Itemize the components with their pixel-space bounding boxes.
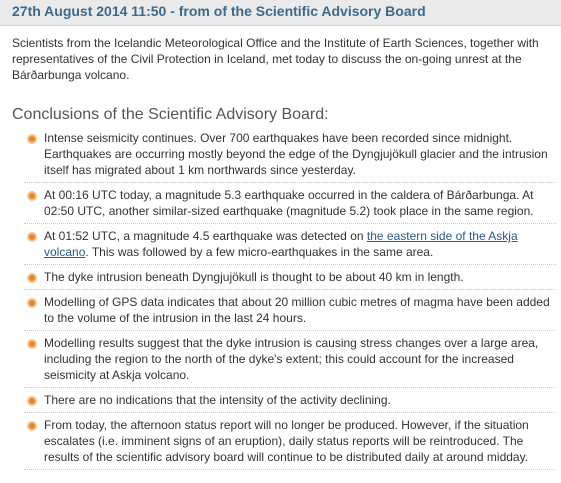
- list-item: [24, 290, 556, 331]
- list-item: [24, 224, 556, 265]
- page-title: 27th August 2014 11:50 - from of the Scientific Advisory Board: [12, 3, 426, 19]
- list-item-text: Modelling of GPS data indicates that about 20 million cubic metres of magma have been added to the volume of the intrusion in the last 24 hours.: [44, 295, 550, 325]
- list-item: [24, 413, 556, 470]
- orange-bullet-icon: [27, 273, 37, 283]
- list-item-text: Modelling results suggest that the dyke intrusion is causing stress changes over a large area, including the region to the north of the dyke's extent; this could account for the increased seismicity at Askja volcano.: [44, 336, 539, 382]
- title-bar: [0, 0, 561, 26]
- orange-bullet-icon: [27, 396, 37, 406]
- intro-paragraph: Scientists from the Icelandic Meteorological Office and the Institute of Earth Sciences, together with representatives of the Civil Protection in Iceland, met today to discuss the on-going unrest at the Bárðarbunga volcano.: [12, 36, 539, 82]
- list-item-text: The dyke intrusion beneath Dyngjujökull is thought to be about 40 km in length.: [44, 270, 464, 284]
- list-item-text-after-link: . This was followed by a few micro-earthquakes in the same area.: [85, 245, 434, 259]
- orange-bullet-icon: [27, 134, 37, 144]
- list-item: [24, 183, 556, 224]
- list-item-text: At 00:16 UTC today, a magnitude 5.3 earthquake occurred in the caldera of Bárðarbunga. At 02:50 UTC, another similar-sized earthquake (magnitude 5.2) took place in the same region.: [44, 188, 534, 218]
- list-item-text: Intense seismicity continues. Over 700 earthquakes have been recorded since midnight. Earthquakes are occurring mostly beyond the edge of the Dyngjujökull glacier and the intrusion itself has migrated about 1 km northwards since yesterday.: [44, 131, 548, 177]
- section-heading: Conclusions of the Scientific Advisory Board:: [12, 106, 329, 123]
- list-item: [24, 388, 556, 413]
- list-item: [24, 126, 556, 183]
- list-item: [24, 265, 556, 290]
- orange-bullet-icon: [27, 339, 37, 349]
- list-item-text: From today, the afternoon status report will no longer be produced. However, if the situation escalates (i.e. imminent signs of an eruption), daily status reports will be reintroduced. The results of the scientific advisory board will continue to be distributed daily at around midday.: [44, 418, 529, 464]
- conclusions-list: [24, 126, 556, 470]
- orange-bullet-icon: [27, 298, 37, 308]
- list-item-text-before-link: At 01:52 UTC, a magnitude 4.5 earthquake was detected on: [44, 229, 367, 243]
- askja-eastern-side-link[interactable]: the eastern side of the Askja volcano: [44, 229, 518, 259]
- orange-bullet-icon: [27, 191, 37, 201]
- orange-bullet-icon: [27, 232, 37, 242]
- orange-bullet-icon: [27, 421, 37, 431]
- list-item: [24, 331, 556, 388]
- list-item-text: There are no indications that the intensity of the activity declining.: [44, 393, 391, 407]
